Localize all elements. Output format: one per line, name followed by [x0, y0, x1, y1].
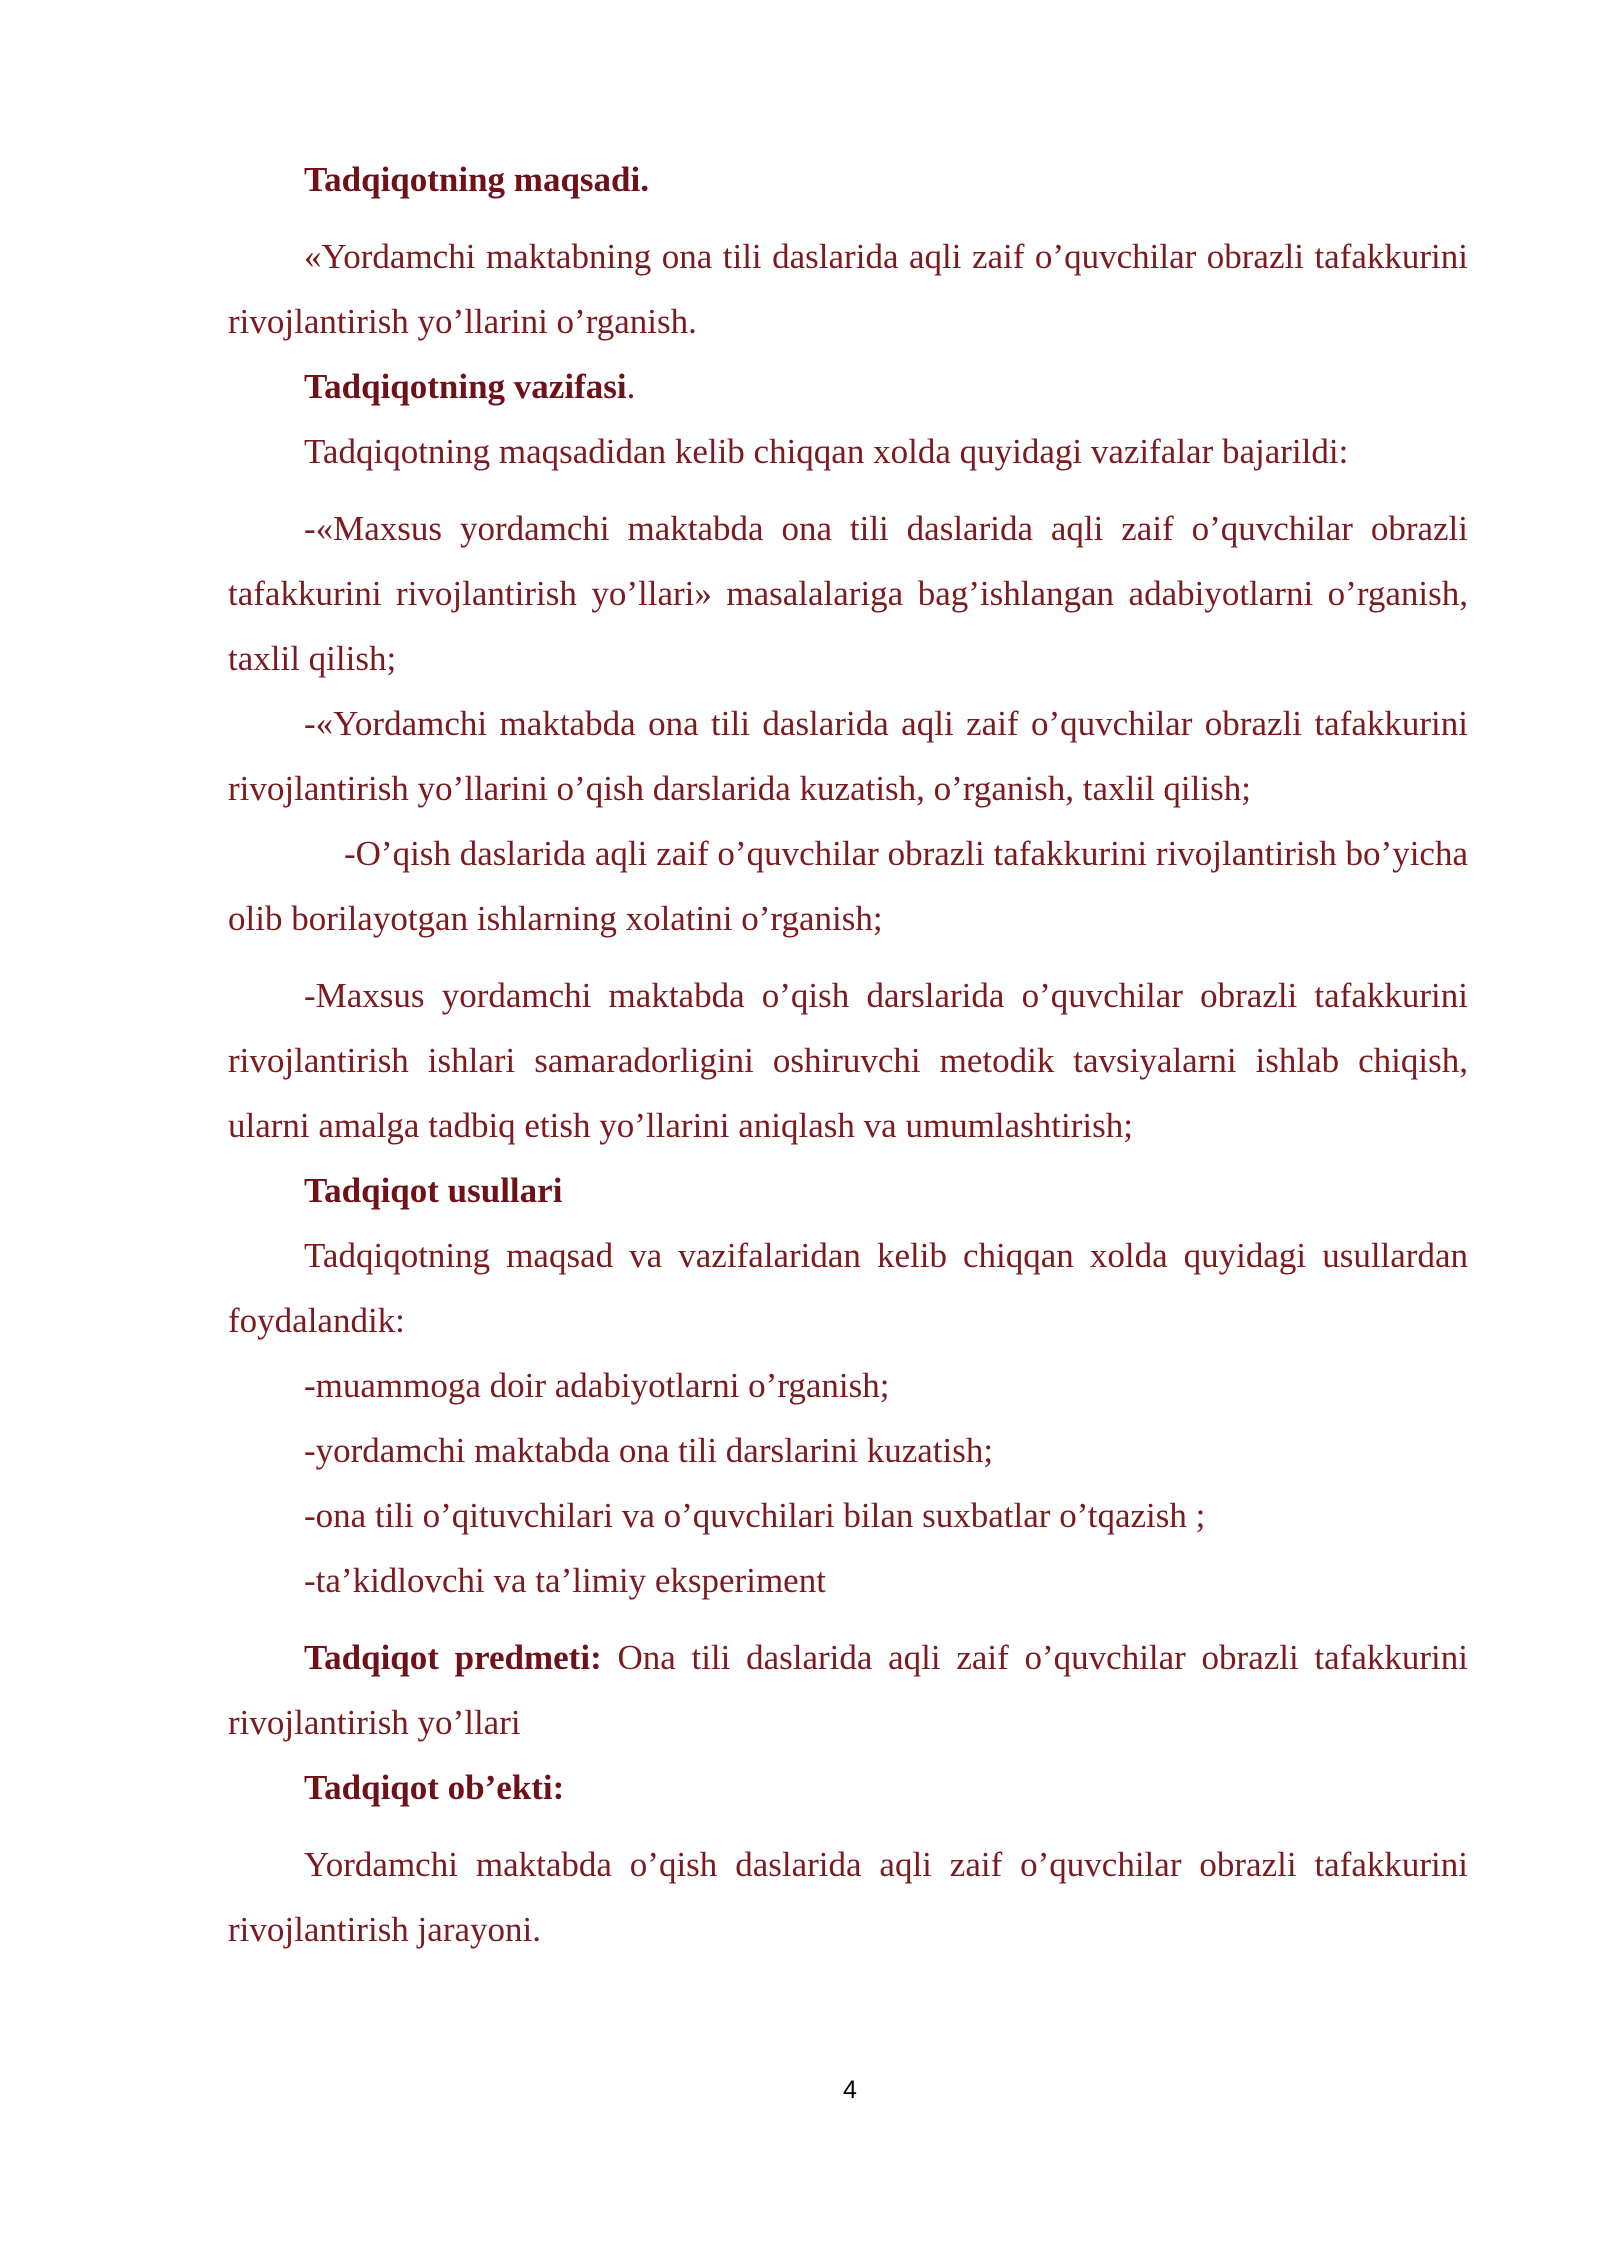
heading-research-goal: Tadqiqotning maqsadi. [304, 160, 649, 199]
task-item-1: -«Maxsus yordamchi maktabda ona tili daslarida aqli zaif o’quvchilar obrazli tafakkurini rivojlantirish yo’llari» masalalariga bag’ishlangan adabiyotlarni o’rganish, taxlil qilish; [228, 509, 1468, 678]
research-subject-paragraph [228, 1625, 1468, 1755]
research-methods-intro: Tadqiqotning maqsad va vazifalaridan kelib chiqqan xolda quyidagi usullardan foydalandik: [228, 1236, 1468, 1340]
method-item-1: -muammoga doir adabiyotlarni o’rganish; [304, 1366, 890, 1405]
heading-research-methods: Tadqiqot usullari [304, 1171, 563, 1210]
page-content [228, 147, 1468, 1962]
task-item-3: -O’qish daslarida aqli zaif o’quvchilar obrazli tafakkurini rivojlantirish bo’yicha olib borilayotgan ishlarning xolatini o’rganish; [228, 834, 1468, 938]
method-item-3: -ona tili o’qituvchilari va o’quvchilari bilan suxbatlar o’tqazish ; [304, 1496, 1206, 1535]
heading-research-tasks [228, 354, 1468, 419]
research-tasks-intro: Tadqiqotning maqsadidan kelib chiqqan xolda quyidagi vazifalar bajarildi: [304, 432, 1349, 471]
research-subject-label: Tadqiqot predmeti: [304, 1638, 602, 1677]
heading-research-tasks-text: Tadqiqotning vazifasi [304, 367, 627, 406]
heading-research-tasks-period: . [626, 367, 636, 406]
task-item-2: -«Yordamchi maktabda ona tili daslarida aqli zaif o’quvchilar obrazli tafakkurini rivojlantirish yo’llarini o’qish darslarida kuzatish, o’rganish, taxlil qilish; [228, 704, 1468, 808]
page-number: 4 [843, 2076, 857, 2104]
research-subject-text: Ona tili daslarida aqli zaif o’quvchilar obrazli tafakkurini rivojlantirish yo’llari [228, 1638, 1468, 1742]
research-goal-paragraph: «Yordamchi maktabning ona tili daslarida aqli zaif o’quvchilar obrazli tafakkurini rivojlantirish yo’llarini o’rganish. [228, 237, 1468, 341]
heading-research-object: Tadqiqot ob’ekti: [304, 1768, 565, 1807]
task-item-4: -Maxsus yordamchi maktabda o’qish darslarida o’quvchilar obrazli tafakkurini rivojlantirish ishlari samaradorligini oshiruvchi metodik tavsiyalarni ishlab chiqish, ularni amalga tadbiq etish yo’llarini aniqlash va umumlashtirish; [228, 976, 1468, 1145]
method-item-2: -yordamchi maktabda ona tili darslarini kuzatish; [304, 1431, 994, 1470]
method-item-4: -ta’kidlovchi va ta’limiy eksperiment [304, 1561, 826, 1600]
research-object-paragraph: Yordamchi maktabda o’qish daslarida aqli zaif o’quvchilar obrazli tafakkurini rivojlantirish jarayoni. [228, 1845, 1468, 1949]
